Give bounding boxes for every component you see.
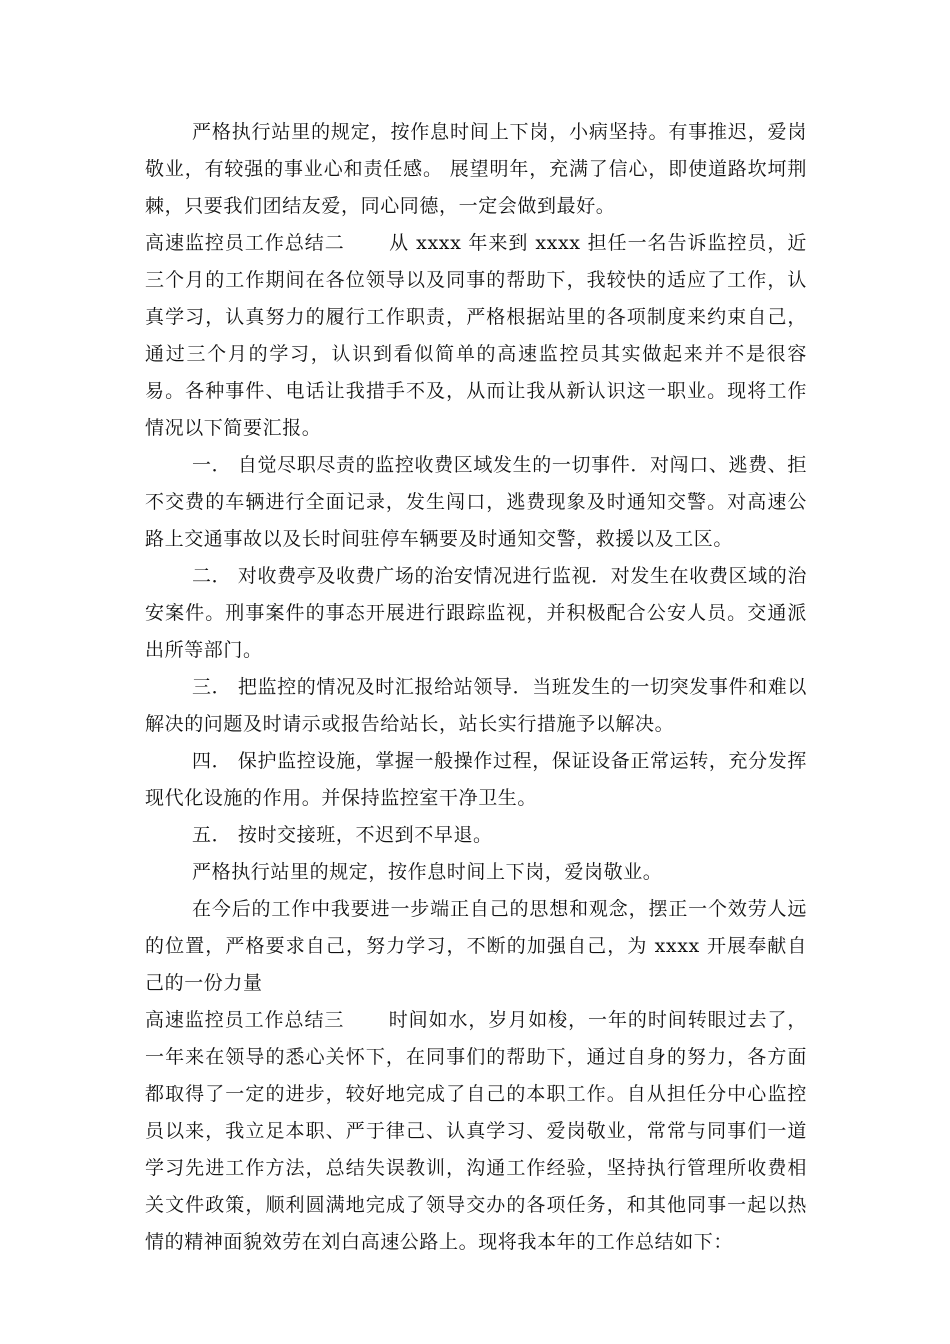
document-body <box>145 114 807 1261</box>
duty-item-five: 五． 按时交接班，不迟到不早退。 <box>192 824 493 846</box>
duty-item-two: 二． 对收费亭及收费广场的治安情况进行监视．对发生在收费区域的治安案件。刑事案件的事态开展进行跟踪监视，并积极配合公安人员。交通派出所等部门。 <box>145 565 807 661</box>
section-three-heading: 高速监控员工作总结三 <box>145 1009 345 1031</box>
section-two-intro: 从 xxxx 年来到 xxxx 担任一名告诉监控员，近三个月的工作期间在各位领导以及同事的帮助下，我较快的适应了工作，认真学习，认真努力的履行工作职责，严格根据站里的各项制度来约束自己，通过三个月的学习，认识到看似简单的高速监控员其实做起来并不是很容易。各种事件、电话让我措手不及，从而让我从新认识这一职业。现将工作情况以下简要汇报。 <box>145 232 807 439</box>
paragraph-closing-summary: 严格执行站里的规定，按作息时间上下岗，小病坚持。有事推迟，爱岗敬业，有较强的事业心和责任感。 展望明年，充满了信心，即使道路坎坷荆棘，只要我们团结友爱，同心同德，一定会做到最好。 <box>145 121 807 217</box>
paragraph-rules: 严格执行站里的规定，按作息时间上下岗，爱岗敬业。 <box>192 861 663 883</box>
section-two-heading: 高速监控员工作总结二 <box>145 232 345 254</box>
duty-item-three: 三． 把监控的情况及时汇报给站领导．当班发生的一切突发事件和难以解决的问题及时请示或报告给站长，站长实行措施予以解决。 <box>145 676 807 735</box>
duty-item-one: 一． 自觉尽职尽责的监控收费区域发生的一切事件．对闯口、逃费、拒不交费的车辆进行全面记录，发生闯口，逃费现象及时通知交警。对高速公路上交通事故以及长时间驻停车辆要及时通知交警，救援以及工区。 <box>145 454 807 550</box>
section-three <box>145 1002 807 1261</box>
section-three-intro: 时间如水，岁月如梭，一年的时间转眼过去了，一年来在领导的悉心关怀下，在同事们的帮助下，通过自身的努力，各方面都取得了一定的进步，较好地完成了自己的本职工作。自从担任分中心监控员以来，我立足本职、严于律己、认真学习、爱岗敬业，常常与同事们一道学习先进工作方法，总结失误教训，沟通工作经验，坚持执行管理所收费相关文件政策，顺利圆满地完成了领导交办的各项任务，和其他同事一起以热情的精神面貌效劳在刘白高速公路上。现将我本年的工作总结如下： <box>145 1009 807 1253</box>
section-two <box>145 225 807 447</box>
paragraph-future: 在今后的工作中我要进一步端正自己的思想和观念，摆正一个效劳人远的位置，严格要求自己，努力学习，不断的加强自己，为 xxxx 开展奉献自己的一份力量 <box>145 898 807 994</box>
duty-item-four: 四． 保护监控设施，掌握一般操作过程，保证设备正常运转，充分发挥现代化设施的作用。并保持监控室干净卫生。 <box>145 750 807 809</box>
